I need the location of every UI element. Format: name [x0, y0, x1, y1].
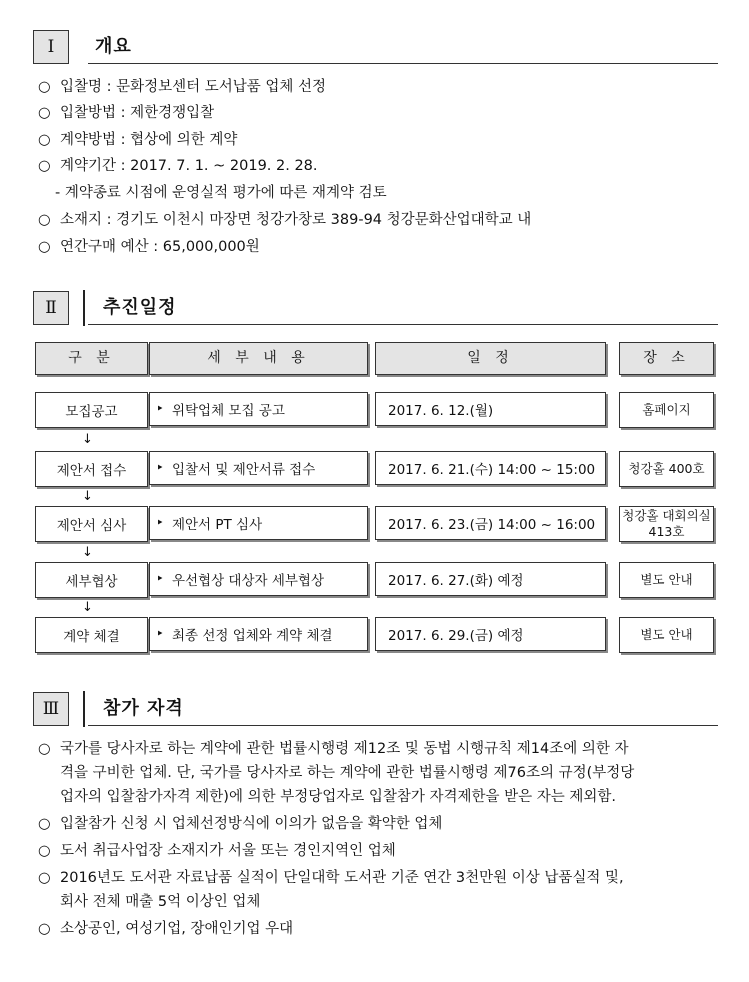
section-number: Ⅲ: [33, 692, 69, 726]
marker-icon: ‣: [156, 571, 164, 587]
date-cell: 2017. 6. 29.(금) 예정: [375, 617, 606, 651]
detail-text: 최종 선정 업체와 계약 체결: [171, 628, 333, 644]
place-cell: 청강홀 400호: [619, 451, 714, 487]
item-text: 도서 취급사업장 소재지가 서울 또는 경인지역인 업체: [60, 843, 396, 859]
sub-note: - 계약종료 시점에 운영실적 평가에 따른 재계약 검토: [55, 185, 387, 201]
list-item: [38, 839, 718, 863]
date-cell: 2017. 6. 23.(금) 14:00 ~ 16:00: [375, 506, 606, 540]
item-text: 소상공인, 여성기업, 장애인기업 우대: [60, 921, 294, 937]
item-text: 입찰방법 : 제한경쟁입찰: [60, 105, 215, 121]
list-item: [38, 812, 718, 836]
section-underline: [88, 63, 718, 64]
qualification-list: [38, 737, 718, 941]
bullet-icon: ○: [38, 816, 51, 832]
section-divider: [83, 290, 85, 326]
bullet-icon: ○: [38, 741, 51, 757]
item-text: 연간구매 예산 : 65,000,000원: [60, 239, 260, 255]
down-arrow-icon: ↓: [82, 600, 93, 615]
item-text: 입찰참가 신청 시 업체선정방식에 이의가 없음을 확약한 업체: [60, 816, 443, 832]
header-date: 일 정: [375, 342, 606, 375]
detail-text: 위탁업체 모집 공고: [171, 403, 285, 419]
bullet-icon: ○: [38, 105, 51, 121]
marker-icon: ‣: [156, 626, 164, 642]
section-divider: [83, 691, 85, 727]
detail-cell: [149, 506, 368, 540]
list-item: [38, 154, 318, 175]
header-stage: 구 분: [35, 342, 148, 375]
stage-cell: 제안서 접수: [35, 451, 148, 487]
section-1-header: [33, 30, 717, 64]
section-title: 참가 자격: [103, 698, 184, 719]
item-text: 입찰명 : 문화정보센터 도서납품 업체 선정: [60, 79, 327, 95]
stage-cell: 세부협상: [35, 562, 148, 598]
list-item: [38, 235, 260, 256]
section-title: 추진일정: [103, 297, 177, 318]
section-number: Ⅰ: [33, 30, 69, 64]
detail-text: 우선협상 대상자 세부협상: [171, 573, 325, 589]
item-text: 소재지 : 경기도 이천시 마장면 청강가창로 389-94 청강문화산업대학교 내: [60, 212, 532, 228]
place-line-2: 413호: [648, 524, 685, 539]
item-text: 계약기간 : 2017. 7. 1. ~ 2019. 2. 28.: [60, 158, 318, 174]
list-item: [38, 208, 531, 229]
section-title: 개요: [95, 36, 132, 57]
date-cell: 2017. 6. 21.(수) 14:00 ~ 15:00: [375, 451, 606, 485]
date-cell: 2017. 6. 12.(월): [375, 392, 606, 426]
bullet-icon: ○: [38, 132, 51, 148]
text-line: [38, 866, 718, 890]
item-text: 국가를 당사자로 하는 계약에 관한 법률시행령 제12조 및 동법 시행규칙 제14조에 의한 자: [60, 741, 629, 757]
section-3-header: [33, 692, 717, 726]
detail-cell: [149, 562, 368, 596]
place-cell: 홈페이지: [619, 392, 714, 428]
list-item: [38, 917, 718, 941]
header-detail: 세 부 내 용: [149, 342, 368, 375]
stage-cell: 제안서 심사: [35, 506, 148, 542]
bullet-icon: ○: [38, 212, 51, 228]
section-underline: [88, 725, 718, 726]
place-cell: 별도 안내: [619, 617, 714, 653]
down-arrow-icon: ↓: [82, 545, 93, 560]
date-cell: 2017. 6. 27.(화) 예정: [375, 562, 606, 596]
bullet-icon: ○: [38, 239, 51, 255]
list-item: [38, 101, 214, 122]
place-line-1: 청강홀 대회의실: [622, 508, 711, 523]
section-underline: [88, 324, 718, 325]
stage-cell: 계약 체결: [35, 617, 148, 653]
marker-icon: ‣: [156, 515, 164, 531]
list-item: [38, 128, 237, 149]
detail-text: 제안서 PT 심사: [171, 517, 263, 533]
bullet-icon: ○: [38, 79, 51, 95]
detail-cell: [149, 617, 368, 651]
place-cell: 별도 안내: [619, 562, 714, 598]
detail-cell: [149, 451, 368, 485]
section-2-header: [33, 291, 717, 325]
item-text: 계약방법 : 협상에 의한 계약: [60, 132, 238, 148]
marker-icon: ‣: [156, 401, 164, 417]
text-line: 회사 전체 매출 5억 이상인 업체: [60, 894, 261, 910]
list-item: [38, 737, 718, 809]
detail-text: 입찰서 및 제안서류 접수: [171, 462, 316, 478]
down-arrow-icon: ↓: [82, 432, 93, 447]
bullet-icon: ○: [38, 158, 51, 174]
list-item: [38, 75, 326, 96]
detail-cell: [149, 392, 368, 426]
place-cell: [619, 506, 714, 542]
text-line: [38, 737, 718, 761]
text-line: 격을 구비한 업체. 단, 국가를 당사자로 하는 계약에 관한 법률시행령 제76조의 규정(부정당: [60, 765, 635, 781]
list-item: [38, 866, 718, 914]
bullet-icon: ○: [38, 843, 51, 859]
marker-icon: ‣: [156, 460, 164, 476]
stage-cell: 모집공고: [35, 392, 148, 428]
section-number: Ⅱ: [33, 291, 69, 325]
down-arrow-icon: ↓: [82, 489, 93, 504]
bullet-icon: ○: [38, 921, 51, 937]
header-place: 장 소: [619, 342, 714, 375]
text-line: 업자의 입찰참가자격 제한)에 의한 부정당업자로 입찰참가 자격제한을 받은 자는 제외함.: [60, 789, 616, 805]
item-text: 2016년도 도서관 자료납품 실적이 단일대학 도서관 기준 연간 3천만원 이상 납품실적 및,: [60, 870, 624, 886]
bullet-icon: ○: [38, 870, 51, 886]
